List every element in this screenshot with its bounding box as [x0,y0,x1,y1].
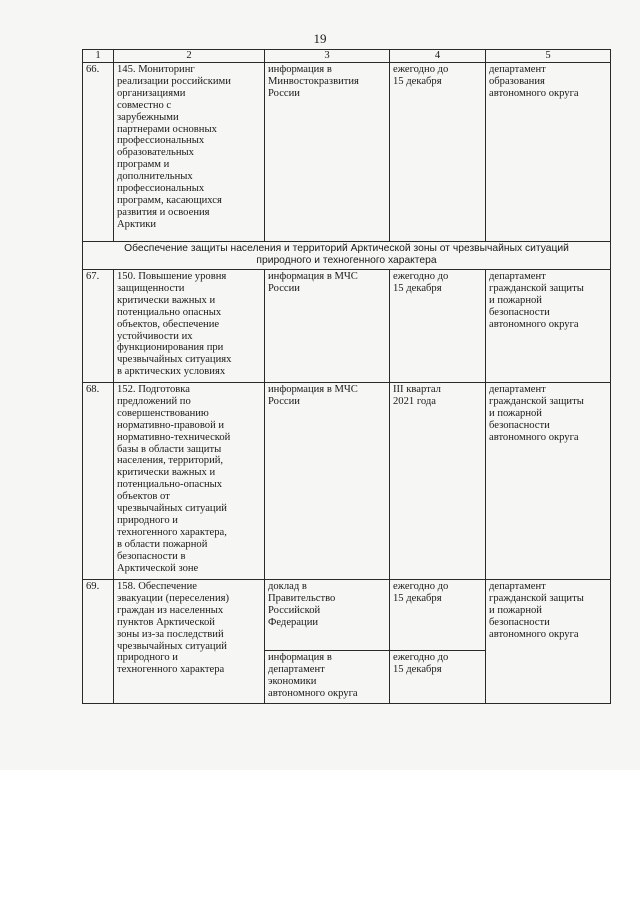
event-description: 150. Повышение уровня защищенности критически важных и потенциально опасных объектов, обеспечение устойчивости их функционирования при чрезвычайных ситуациях в арктических условиях [114,270,265,383]
table-row [83,270,611,383]
report-form: информация в МЧС России [265,383,390,580]
column-number: 1 [83,50,114,63]
column-number: 2 [114,50,265,63]
deadline: ежегодно до 15 декабря [390,651,486,704]
column-number: 5 [486,50,611,63]
column-number: 4 [390,50,486,63]
table-row [83,383,611,580]
report-form: доклад в Правительство Российской Федерации [265,580,390,651]
report-form: информация в Минвостокразвития России [265,63,390,242]
report-form: информация в МЧС России [265,270,390,383]
column-number: 3 [265,50,390,63]
page-number: 19 [313,31,327,46]
responsible-executor: департамент гражданской защиты и пожарной безопасности автономного округа [486,580,611,704]
deadline: ежегодно до 15 декабря [390,580,486,651]
event-description: 152. Подготовка предложений по совершенствованию нормативно-правовой и нормативно-технической базы в области защиты населения, территорий, критически важных и потенциально-опасных объектов от чрезвычайных ситуаций природного и техногенного характера, в области пожарной безопасности в Арктической зоне [114,383,265,580]
responsible-executor: департамент гражданской защиты и пожарной безопасности автономного округа [486,383,611,580]
event-description: 145. Мониторинг реализации российскими организациями совместно с зарубежными партнерами основных профессиональных образовательных программ и дополнительных профессиональных программ, касающихся развития и освоения Арктики [114,63,265,242]
responsible-executor: департамент образования автономного округа [486,63,611,242]
table-row [83,63,611,242]
deadline: III квартал 2021 года [390,383,486,580]
event-description: 158. Обеспечение эвакуации (переселения) граждан из населенных пунктов Арктической зоны из-за последствий чрезвычайных ситуаций природного и техногенного характера [114,580,265,704]
row-number: 66. [83,63,114,242]
row-number: 69. [83,580,114,704]
responsible-executor: департамент гражданской защиты и пожарной безопасности автономного округа [486,270,611,383]
row-number: 68. [83,383,114,580]
table-row [83,580,611,651]
deadline: ежегодно до 15 декабря [390,63,486,242]
column-number-row [83,50,611,63]
section-heading-row [83,242,611,270]
deadline: ежегодно до 15 декабря [390,270,486,383]
section-heading: Обеспечение защиты населения и территорий Арктической зоны от чрезвычайных ситуаций природного и техногенного характера [83,242,611,270]
row-number: 67. [83,270,114,383]
report-form: информация в департамент экономики автономного округа [265,651,390,704]
plan-table [82,49,611,704]
